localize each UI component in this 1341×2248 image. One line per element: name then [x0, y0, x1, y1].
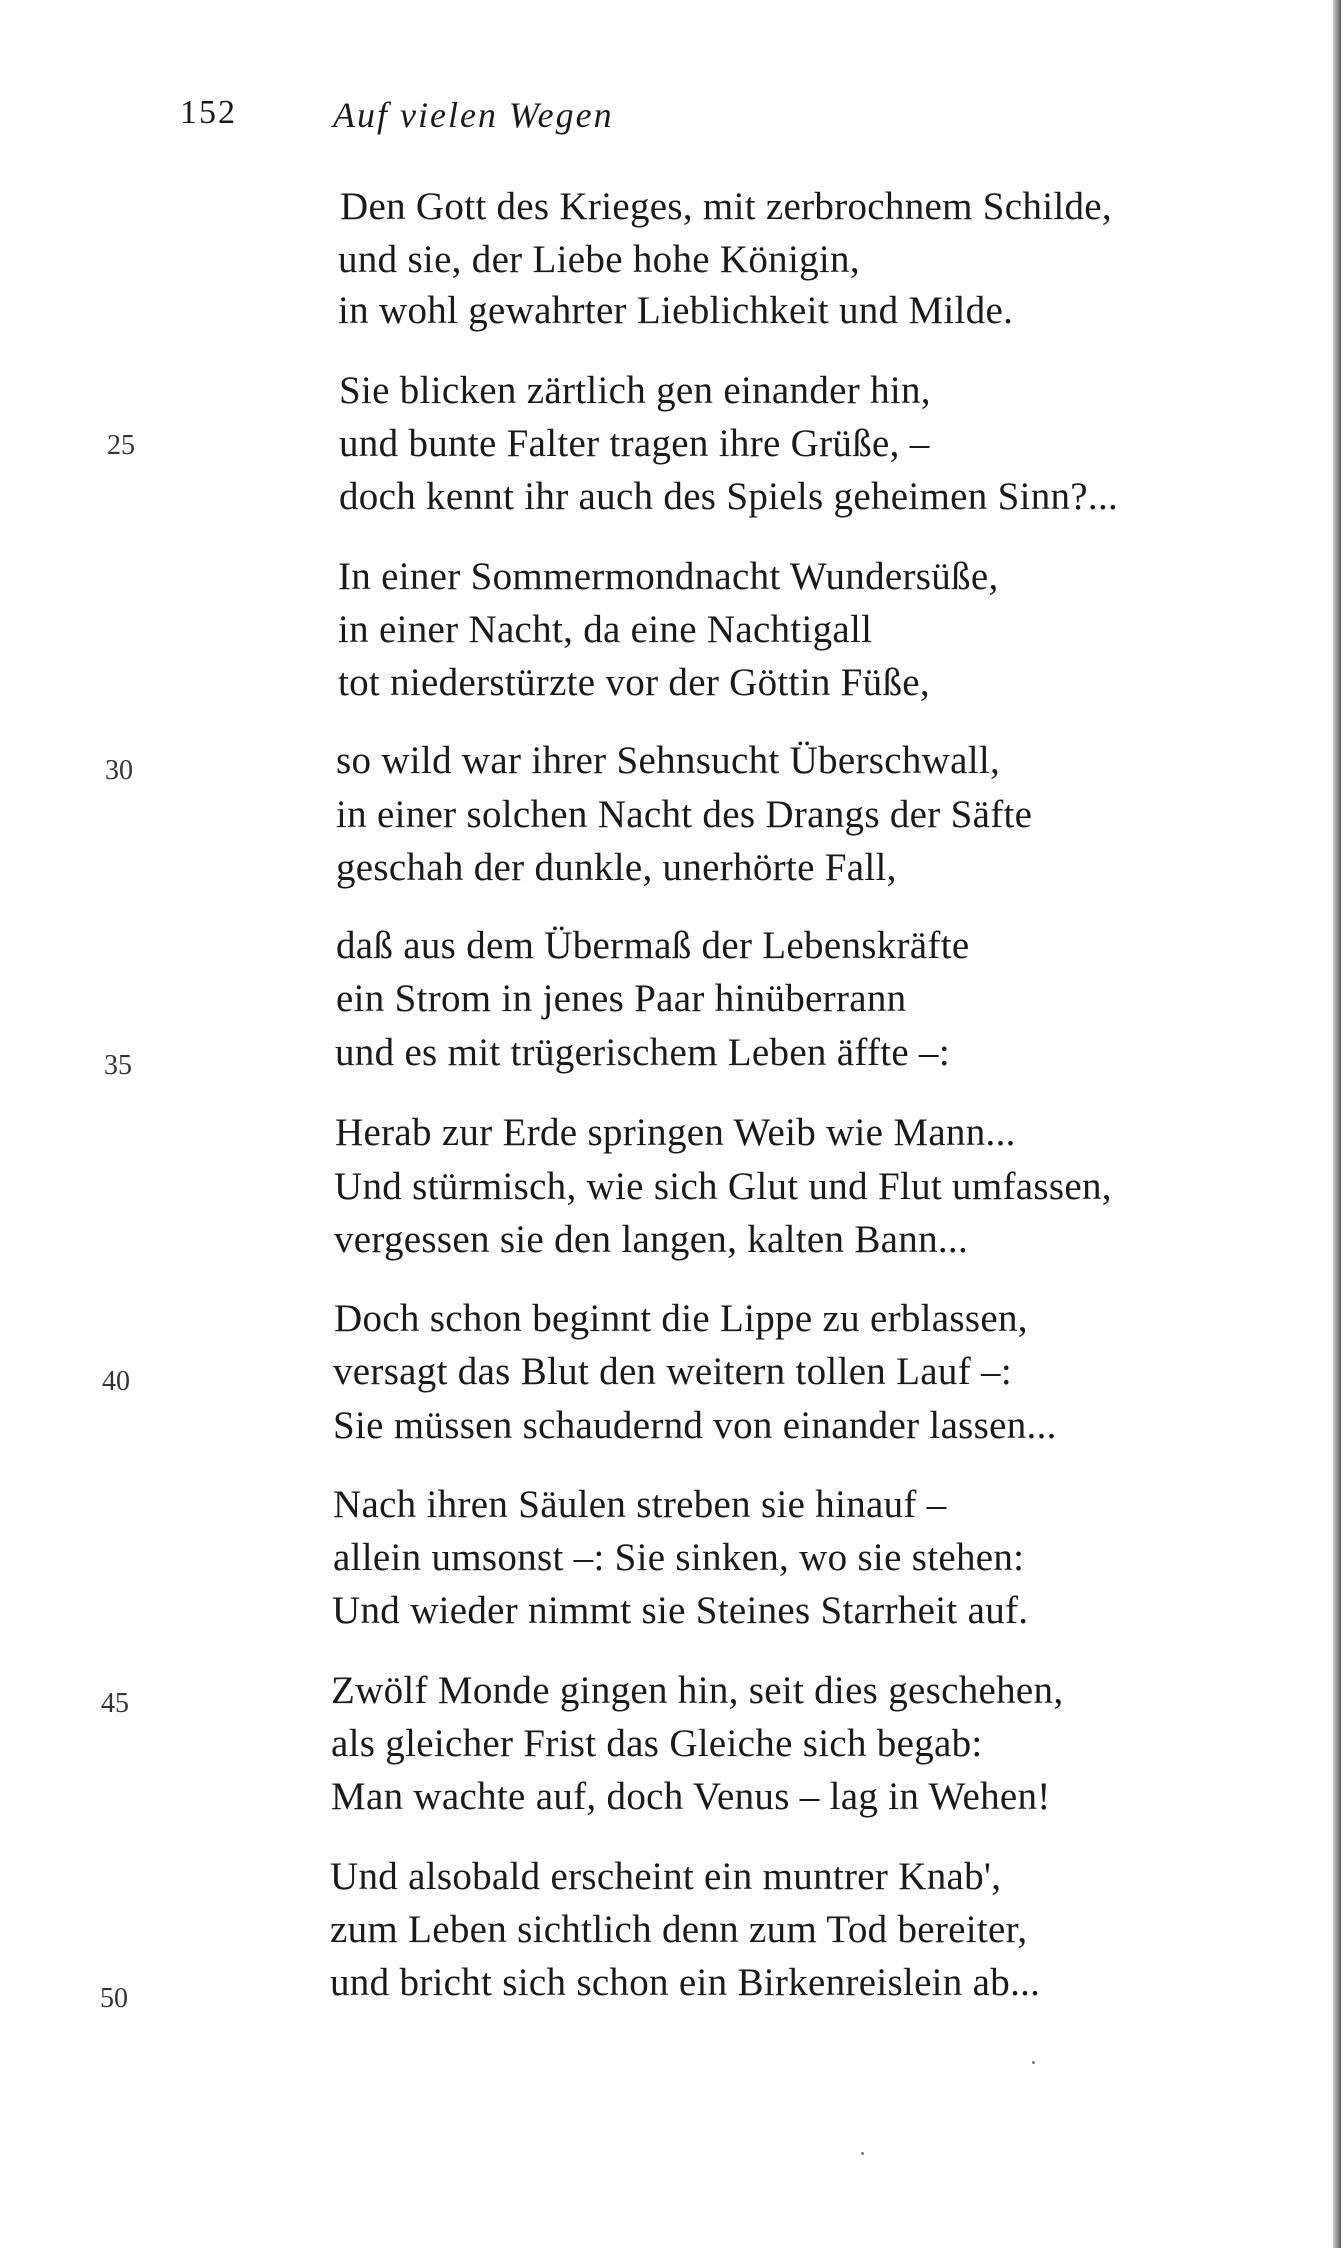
verse-line: Doch schon beginnt die Lippe zu erblassen,	[334, 1297, 1028, 1340]
paper-speck	[861, 2152, 864, 2155]
verse-line: Herab zur Erde springen Weib wie Mann...	[335, 1111, 1016, 1154]
verse-line: in einer Nacht, da eine Nachtigall	[338, 608, 873, 651]
verse-line: Und alsobald erscheint ein muntrer Knab',	[330, 1855, 1002, 1898]
verse-line: Zwölf Monde gingen hin, seit dies geschehen,	[331, 1669, 1064, 1712]
verse-line: in einer solchen Nacht des Drangs der Säfte	[336, 793, 1033, 836]
page-number: 152	[180, 94, 237, 131]
verse-line: und bricht sich schon ein Birkenreislein ab...	[330, 1961, 1041, 2004]
line-number: 35	[104, 1050, 132, 1081]
verse-line: Und stürmisch, wie sich Glut und Flut umfassen,	[334, 1165, 1112, 1208]
line-number: 30	[105, 755, 133, 786]
verse-line: Sie blicken zärtlich gen einander hin,	[339, 369, 931, 412]
verse-line: so wild war ihrer Sehnsucht Überschwall,	[336, 739, 1001, 782]
verse-line: und es mit trügerischem Leben äffte –:	[335, 1031, 950, 1074]
verse-line: Man wachte auf, doch Venus – lag in Wehen!	[331, 1775, 1051, 1818]
verse-line: tot niederstürzte vor der Göttin Füße,	[338, 661, 930, 704]
verse-line: vergessen sie den langen, kalten Bann...	[334, 1218, 969, 1261]
verse-line: doch kennt ihr auch des Spiels geheimen Sinn?...	[339, 475, 1119, 518]
paper-speck	[1032, 2061, 1035, 2064]
running-head-title: Auf vielen Wegen	[333, 95, 614, 135]
verse-line: Den Gott des Krieges, mit zerbrochnem Schilde,	[340, 185, 1112, 228]
verse-line: In einer Sommermondnacht Wundersüße,	[338, 555, 999, 598]
verse-line: ein Strom in jenes Paar hinüberrann	[336, 977, 907, 1020]
verse-line: geschah der dunkle, unerhörte Fall,	[336, 846, 897, 889]
verse-line: versagt das Blut den weitern tollen Lauf –:	[333, 1350, 1012, 1393]
verse-line: daß aus dem Übermaß der Lebenskräfte	[336, 924, 970, 967]
verse-line: und sie, der Liebe hohe Königin,	[338, 238, 860, 281]
verse-line: zum Leben sichtlich denn zum Tod bereiter,	[330, 1908, 1028, 1951]
line-number: 25	[107, 430, 135, 461]
verse-line: Sie müssen schaudernd von einander lassen...	[333, 1404, 1057, 1447]
verse-line: allein umsonst –: Sie sinken, wo sie stehen:	[333, 1536, 1025, 1579]
verse-line: Und wieder nimmt sie Steines Starrheit auf.	[332, 1589, 1029, 1632]
line-number: 40	[102, 1366, 130, 1397]
verse-line: Nach ihren Säulen streben sie hinauf –	[333, 1483, 947, 1526]
line-number: 50	[100, 1983, 128, 2014]
line-number: 45	[101, 1688, 129, 1719]
verse-line: als gleicher Frist das Gleiche sich begab:	[331, 1722, 983, 1765]
verse-line: in wohl gewahrter Lieblichkeit und Milde.	[338, 289, 1014, 332]
verse-line: und bunte Falter tragen ihre Grüße, –	[339, 422, 930, 465]
